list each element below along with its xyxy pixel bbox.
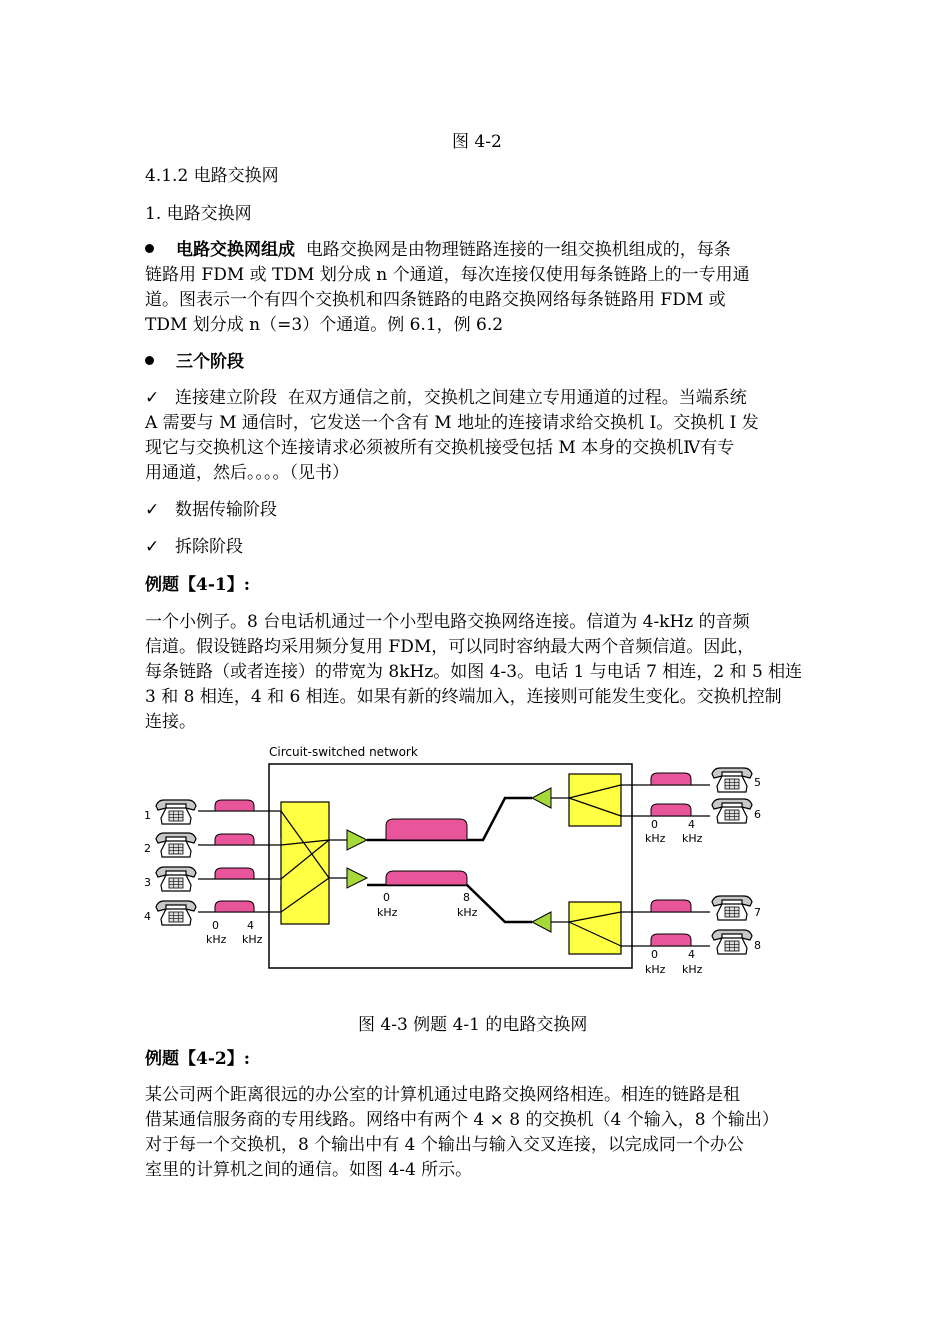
svg-text:4: 4: [144, 910, 151, 923]
phone-2: [144, 833, 196, 857]
phone-3: [144, 867, 196, 891]
phone-8: [712, 930, 761, 954]
phone-4: [144, 901, 196, 925]
phase-text-line: 现它与交换机这个连接请求必须被所有交换机接受包括 M 本身的交换机Ⅳ有专: [145, 438, 735, 458]
amplifier-lower-right: [532, 912, 569, 932]
figure-4-3-caption: 图 4-3 例题 4-1 的电路交换网: [358, 1015, 588, 1035]
svg-text:7: 7: [754, 906, 761, 919]
svg-text:0: 0: [212, 919, 219, 932]
svg-text:5: 5: [754, 776, 761, 789]
svg-text:2: 2: [144, 842, 151, 855]
example-1-heading: 例题【4-1】:: [145, 575, 250, 595]
right-band-axis-upper: [645, 818, 703, 845]
left-band-axis: [206, 919, 263, 946]
svg-text:8: 8: [463, 891, 470, 904]
bullet-text: 电路交换网是由物理链路连接的一组交换机组成的，每条: [305, 240, 731, 260]
example-1-paragraph: 一个小例子。8 台电话机通过一个小型电路交换网络连接。信道为 4-kHz 的音频 信道。假设链路均采用频分复用 FDM，可以同时容纳最大两个音频信道。因此， 每条链路（或者连接）的带宽为 8kHz。如图 4-3。电话 1 与电话 7 相连，2 和 5 相连 3 和 8 相连，4 和 6 相连。如果有新的终端加入，连接则可能发生变化。交换机控制 连接。: [145, 612, 803, 732]
bullet-paragraph-composition: [145, 238, 807, 338]
bullet-text-line: TDM 划分成 n（=3）个通道。例 6.1，例 6.2: [145, 315, 504, 335]
amplifier-upper-right: [532, 788, 569, 808]
checkmark-icon: ✓: [145, 537, 160, 557]
svg-text:8: 8: [754, 939, 761, 952]
svg-text:6: 6: [754, 808, 761, 821]
svg-text:kHz: kHz: [457, 906, 478, 919]
svg-text:kHz: kHz: [242, 933, 263, 946]
figure-4-2-caption: 图 4-2: [452, 132, 502, 152]
bullet-label: 电路交换网组成: [176, 240, 295, 260]
phone-1: [144, 800, 196, 824]
svg-text:4: 4: [247, 919, 254, 932]
phase-teardown: ✓ 拆除阶段: [145, 535, 807, 560]
bullet-three-phases: 三个阶段: [145, 350, 807, 375]
svg-text:kHz: kHz: [645, 963, 666, 976]
example-2-paragraph: 某公司两个距离很远的办公室的计算机通过电路交换网络相连。相连的链路是租 借某通信服务商的专用线路。网络中有两个 4 × 8 的交换机（4 个输入，8 个输出） 对于每一个交换机，8 个输出中有 4 个输出与输入交叉连接，以完成同一个办公 室里的计算机之间的通信。如图 4-4 所示。: [145, 1085, 779, 1180]
trunk-frequency-bands: [386, 819, 467, 885]
right-band-axis-lower: [645, 948, 703, 976]
svg-text:4: 4: [688, 948, 695, 961]
bullet-dot-icon: [145, 356, 154, 365]
svg-text:3: 3: [144, 876, 151, 889]
phase-text-line: 用通道，然后。。。。（见书）: [145, 463, 349, 483]
example-2-heading: 例题【4-2】:: [145, 1049, 250, 1069]
checkmark-icon: ✓: [145, 500, 160, 520]
svg-text:1: 1: [144, 809, 151, 822]
network-title: Circuit-switched network: [269, 745, 418, 759]
phase-setup-paragraph: ✓ 连接建立阶段 在双方通信之前，交换机之间建立专用通道的过程。当端系统 A 需要与 M 通信时，它发送一个含有 M 地址的连接请求给交换机 I。交换机 I 发 现它与交换机这个连接请求必须被所有交换机接受包括 M 本身的交换机Ⅳ有专 用通道，然后。。。。（见书）: [145, 386, 807, 486]
trunk-band-axis: [377, 891, 478, 919]
left-frequency-bands: [215, 800, 254, 912]
svg-text:4: 4: [688, 818, 695, 831]
svg-text:0: 0: [651, 948, 658, 961]
phase-data-transfer: ✓ 数据传输阶段: [145, 498, 807, 523]
svg-text:kHz: kHz: [682, 832, 703, 845]
bullet-dot-icon: [145, 244, 154, 253]
amplifier-lower-left: [329, 868, 367, 888]
circuit-switched-network-figure: [138, 740, 778, 990]
svg-text:0: 0: [651, 818, 658, 831]
bullet-text-line: 道。图表示一个有四个交换机和四条链路的电路交换网络每条链路用 FDM 或: [145, 290, 726, 310]
trunk-links: [367, 798, 532, 922]
checkmark-icon: ✓: [145, 388, 160, 408]
phone-6: [712, 799, 761, 823]
section-heading: 4.1.2 电路交换网: [145, 166, 279, 186]
amplifier-upper-left: [329, 830, 367, 850]
switch-lower-right: [569, 902, 621, 954]
svg-text:kHz: kHz: [206, 933, 227, 946]
svg-text:kHz: kHz: [682, 963, 703, 976]
phone-5: [712, 768, 761, 792]
right-frequency-bands: [651, 773, 691, 946]
svg-text:kHz: kHz: [377, 906, 398, 919]
phase-text-line: A 需要与 M 通信时，它发送一个含有 M 地址的连接请求给交换机 I。交换机 I 发: [145, 413, 759, 433]
svg-text:0: 0: [383, 891, 390, 904]
switch-upper-right: [569, 774, 621, 826]
phone-7: [712, 896, 761, 920]
svg-text:kHz: kHz: [645, 832, 666, 845]
bullet-text-line: 链路用 FDM 或 TDM 划分成 n 个通道，每次连接仅使用每条链路上的一专用通: [145, 265, 750, 285]
phase-label: 连接建立阶段: [175, 388, 277, 408]
subheading: 1. 电路交换网: [145, 204, 252, 224]
